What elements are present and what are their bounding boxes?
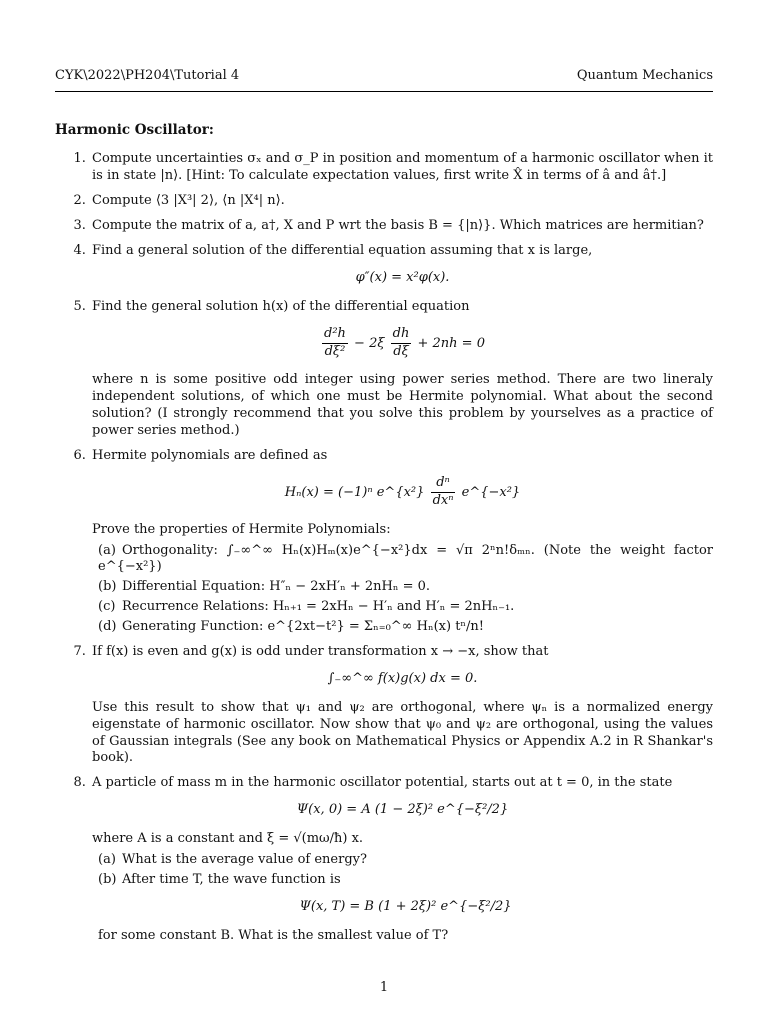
problem-6-prove: Prove the properties of Hermite Polynomials: [92, 521, 391, 537]
problem-8-part-b: (b) After time T, the wave function is Ψ(x, T) = B (1 + 2ξ)² e^{−ξ²/2} for some constant B. What is the smallest value of T? [98, 872, 713, 945]
problem-1-text: Compute uncertainties σₓ and σ_P in position and momentum of a harmonic oscillator when it is in state |n⟩. [Hint: To calculate expectation values, first write X̂ in terms of â and â†.] [92, 151, 713, 184]
problem-7 [90, 644, 713, 767]
fraction-dn: $\frac{\text{dⁿ}}{\text{dxⁿ}}$ [432, 474, 454, 508]
problem-3 [90, 218, 713, 235]
problem-8-equation-2: Ψ(x, T) = B (1 + 2ξ)² e^{−ξ²/2} [299, 898, 512, 914]
page-number: 1 [379, 980, 389, 995]
problem-8-where: where A is a constant and ξ = √(mω/ħ) x. [92, 831, 364, 847]
problem-5 [90, 299, 713, 440]
problem-6-eq-head: Hₙ(x) = (−1)ⁿ e^{x²} [284, 484, 425, 500]
problem-6 [90, 448, 713, 636]
problem-8-equation-1: Ψ(x, 0) = A (1 − 2ξ)² e^{−ξ²/2} [296, 802, 509, 818]
problem-5-eq-tail: + 2nh = 0 [417, 335, 485, 351]
hermite-property-b: (b) Differential Equation: H″ₙ − 2xH′ₙ + 2nHₙ = 0. [98, 579, 431, 595]
problem-8-final: for some constant B. What is the smallest value of T? [98, 927, 449, 943]
problem-5-equation: $\frac{\text{d²h}}{\text{dξ²}}$ − 2ξ $\frac{dh}{d\xi}$ + 2nh = 0 [324, 325, 485, 359]
problem-7-equation: ∫₋∞^∞ f(x)g(x) dx = 0. [327, 670, 478, 686]
page-header [55, 68, 713, 92]
problem-3-text: Compute the matrix of a, a†, X and P wrt the basis B = {|n⟩}. Which matrices are hermitian? [92, 218, 704, 234]
problem-2 [90, 193, 713, 210]
hermite-property-c: (c) Recurrence Relations: Hₙ₊₁ = 2xHₙ − H′ₙ and H′ₙ = 2nHₙ₋₁. [98, 599, 515, 615]
section-title: Harmonic Oscillator: [55, 121, 214, 138]
hermite-property-a: (a) Orthogonality: ∫₋∞^∞ Hₙ(x)Hₘ(x)e^{−x²}dx = √π 2ⁿn!δₘₙ. (Note the weight factor e^{−x²}) [98, 542, 713, 575]
header-left: CYK\2022\PH204\Tutorial 4 [55, 68, 240, 83]
problem-8 [90, 775, 713, 944]
problem-7-paragraph: Use this result to show that ψ₁ and ψ₂ are orthogonal, where ψₙ is a normalized energy eigenstate of harmonic oscillator. Now show that ψ₀ and ψ₂ are orthogonal, using the values of Gaussian integrals (See any book on Mathematical Physics or Appendix A.2 in R Shankar's book). [92, 699, 713, 766]
problem-6-text: Hermite polynomials are defined as [92, 448, 328, 464]
header-right: Quantum Mechanics [576, 68, 713, 83]
problem-5-paragraph: where n is some positive odd integer using power series method. There are two lineraly independent solutions, of which one must be Hermite polynomial. What about the second solution? (I strongly recommend that you solve this problem by yourselves as a practice of power series method.) [92, 372, 713, 439]
document-page [55, 68, 713, 953]
problem-list [55, 151, 713, 944]
fraction-dh: $\frac{dh}{d\xi}$ [392, 325, 410, 359]
fraction-d2h: $\frac{\text{d²h}}{\text{dξ²}}$ [324, 325, 346, 359]
problem-8-parts [92, 852, 713, 945]
problem-8-part-a: (a) What is the average value of energy? [98, 852, 367, 868]
problem-6-equation [92, 475, 713, 510]
hermite-property-d: (d) Generating Function: e^{2xt−t²} = Σₙ₌₀^∞ Hₙ(x) tⁿ/n! [98, 619, 485, 635]
problem-2-text: Compute ⟨3 |X³| 2⟩, ⟨n |X⁴| n⟩. [92, 193, 285, 209]
problem-7-text: If f(x) is even and g(x) is odd under transformation x → −x, show that [92, 644, 549, 660]
problem-1 [90, 151, 713, 185]
problem-6-eq-tail: e^{−x²} [461, 484, 521, 500]
hermite-properties [92, 543, 713, 636]
problem-4 [90, 243, 713, 287]
problem-4-text: Find a general solution of the differential equation assuming that x is large, [92, 243, 593, 258]
problem-4-equation: φ″(x) = x²φ(x). [355, 269, 450, 285]
problem-8-text: A particle of mass m in the harmonic oscillator potential, starts out at t = 0, in the state [92, 775, 673, 791]
problem-5-text: Find the general solution h(x) of the differential equation [92, 298, 470, 314]
